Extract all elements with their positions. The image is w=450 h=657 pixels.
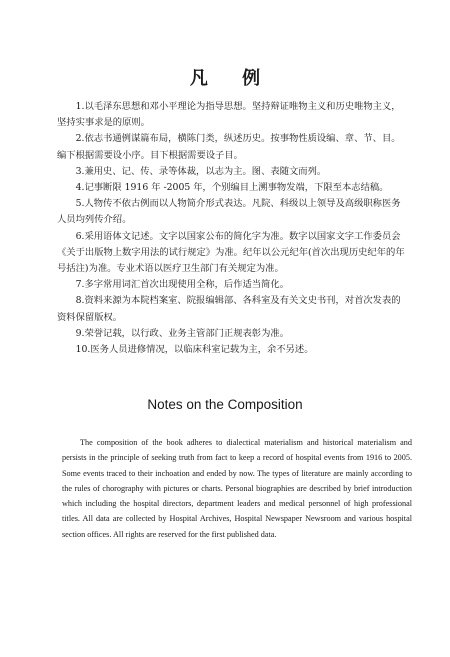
note-item-8: 8.资料来源为本院档案室、院报编辑部、各科室及有关文史书刊，对首次发表的资料保留版权。	[57, 295, 401, 323]
note-item-5: 5.人物传不依古例而以人物简介形式表达。凡院、科级以上领导及高级职称医务人员均列传介绍。	[57, 198, 401, 226]
note-item-3: 3.兼用史、记、传、录等体裁，以志为主。图、表随文而列。	[75, 165, 327, 177]
note-item-6: 6.采用语体文记述。文字以国家公布的简化字为准。数字以国家文字工作委员会《关于出版物上数字用法的试行规定》为准。纪年以公元纪年(首次出现历史纪年的年号括注)为准。专业术语以医疗卫生部门有关规定为准。	[57, 230, 405, 275]
note-item-1: 1.以毛泽东思想和邓小平理论为指导思想。坚持辩证唯物主义和历史唯物主义，坚持实事求是的原则。	[57, 101, 401, 129]
note-item-4: 4.记事断限 1916 年 -2005 年，个别编目上溯事物发端，下限至本志结稿。	[75, 182, 389, 194]
notes-list-chinese	[57, 99, 409, 358]
english-paragraph: The composition of the book adheres to dialectical materialism and historical materialism and persists in the principle of seeking truth from fact to keep a record of hospital events from 1916 to 2005. Some events traced to their inchoation and ended by now. The types of literature are mainly according to the rules of chorography with pictures or charts. Personal biographies are described by brief introduction which including the hospital directors, department leaders and medical personnel of high professional titles. All data are collected by Hospital Archives, Hospital Newspaper Newsroom and various hospital section offices. All rights are reserved for the first published data.	[62, 438, 412, 539]
note-item-2: 2.依志书通例谋篇布局，横陈门类，纵述历史。按事物性质设编、章、节、目。编下根据需要设小序。目下根据需要设子目。	[57, 133, 401, 161]
page-title-chinese: 凡 例	[189, 68, 275, 89]
page-title-english: Notes on the Composition	[147, 397, 303, 412]
note-item-9: 9.荣誉记载，以行政、业务主管部门正规表彰为准。	[75, 327, 289, 339]
note-item-10: 10.医务人员进修情况，以临床科室记载为主，余不另述。	[75, 344, 314, 356]
note-item-7: 7.多字常用词汇首次出现使用全称，后作适当简化。	[75, 279, 289, 291]
